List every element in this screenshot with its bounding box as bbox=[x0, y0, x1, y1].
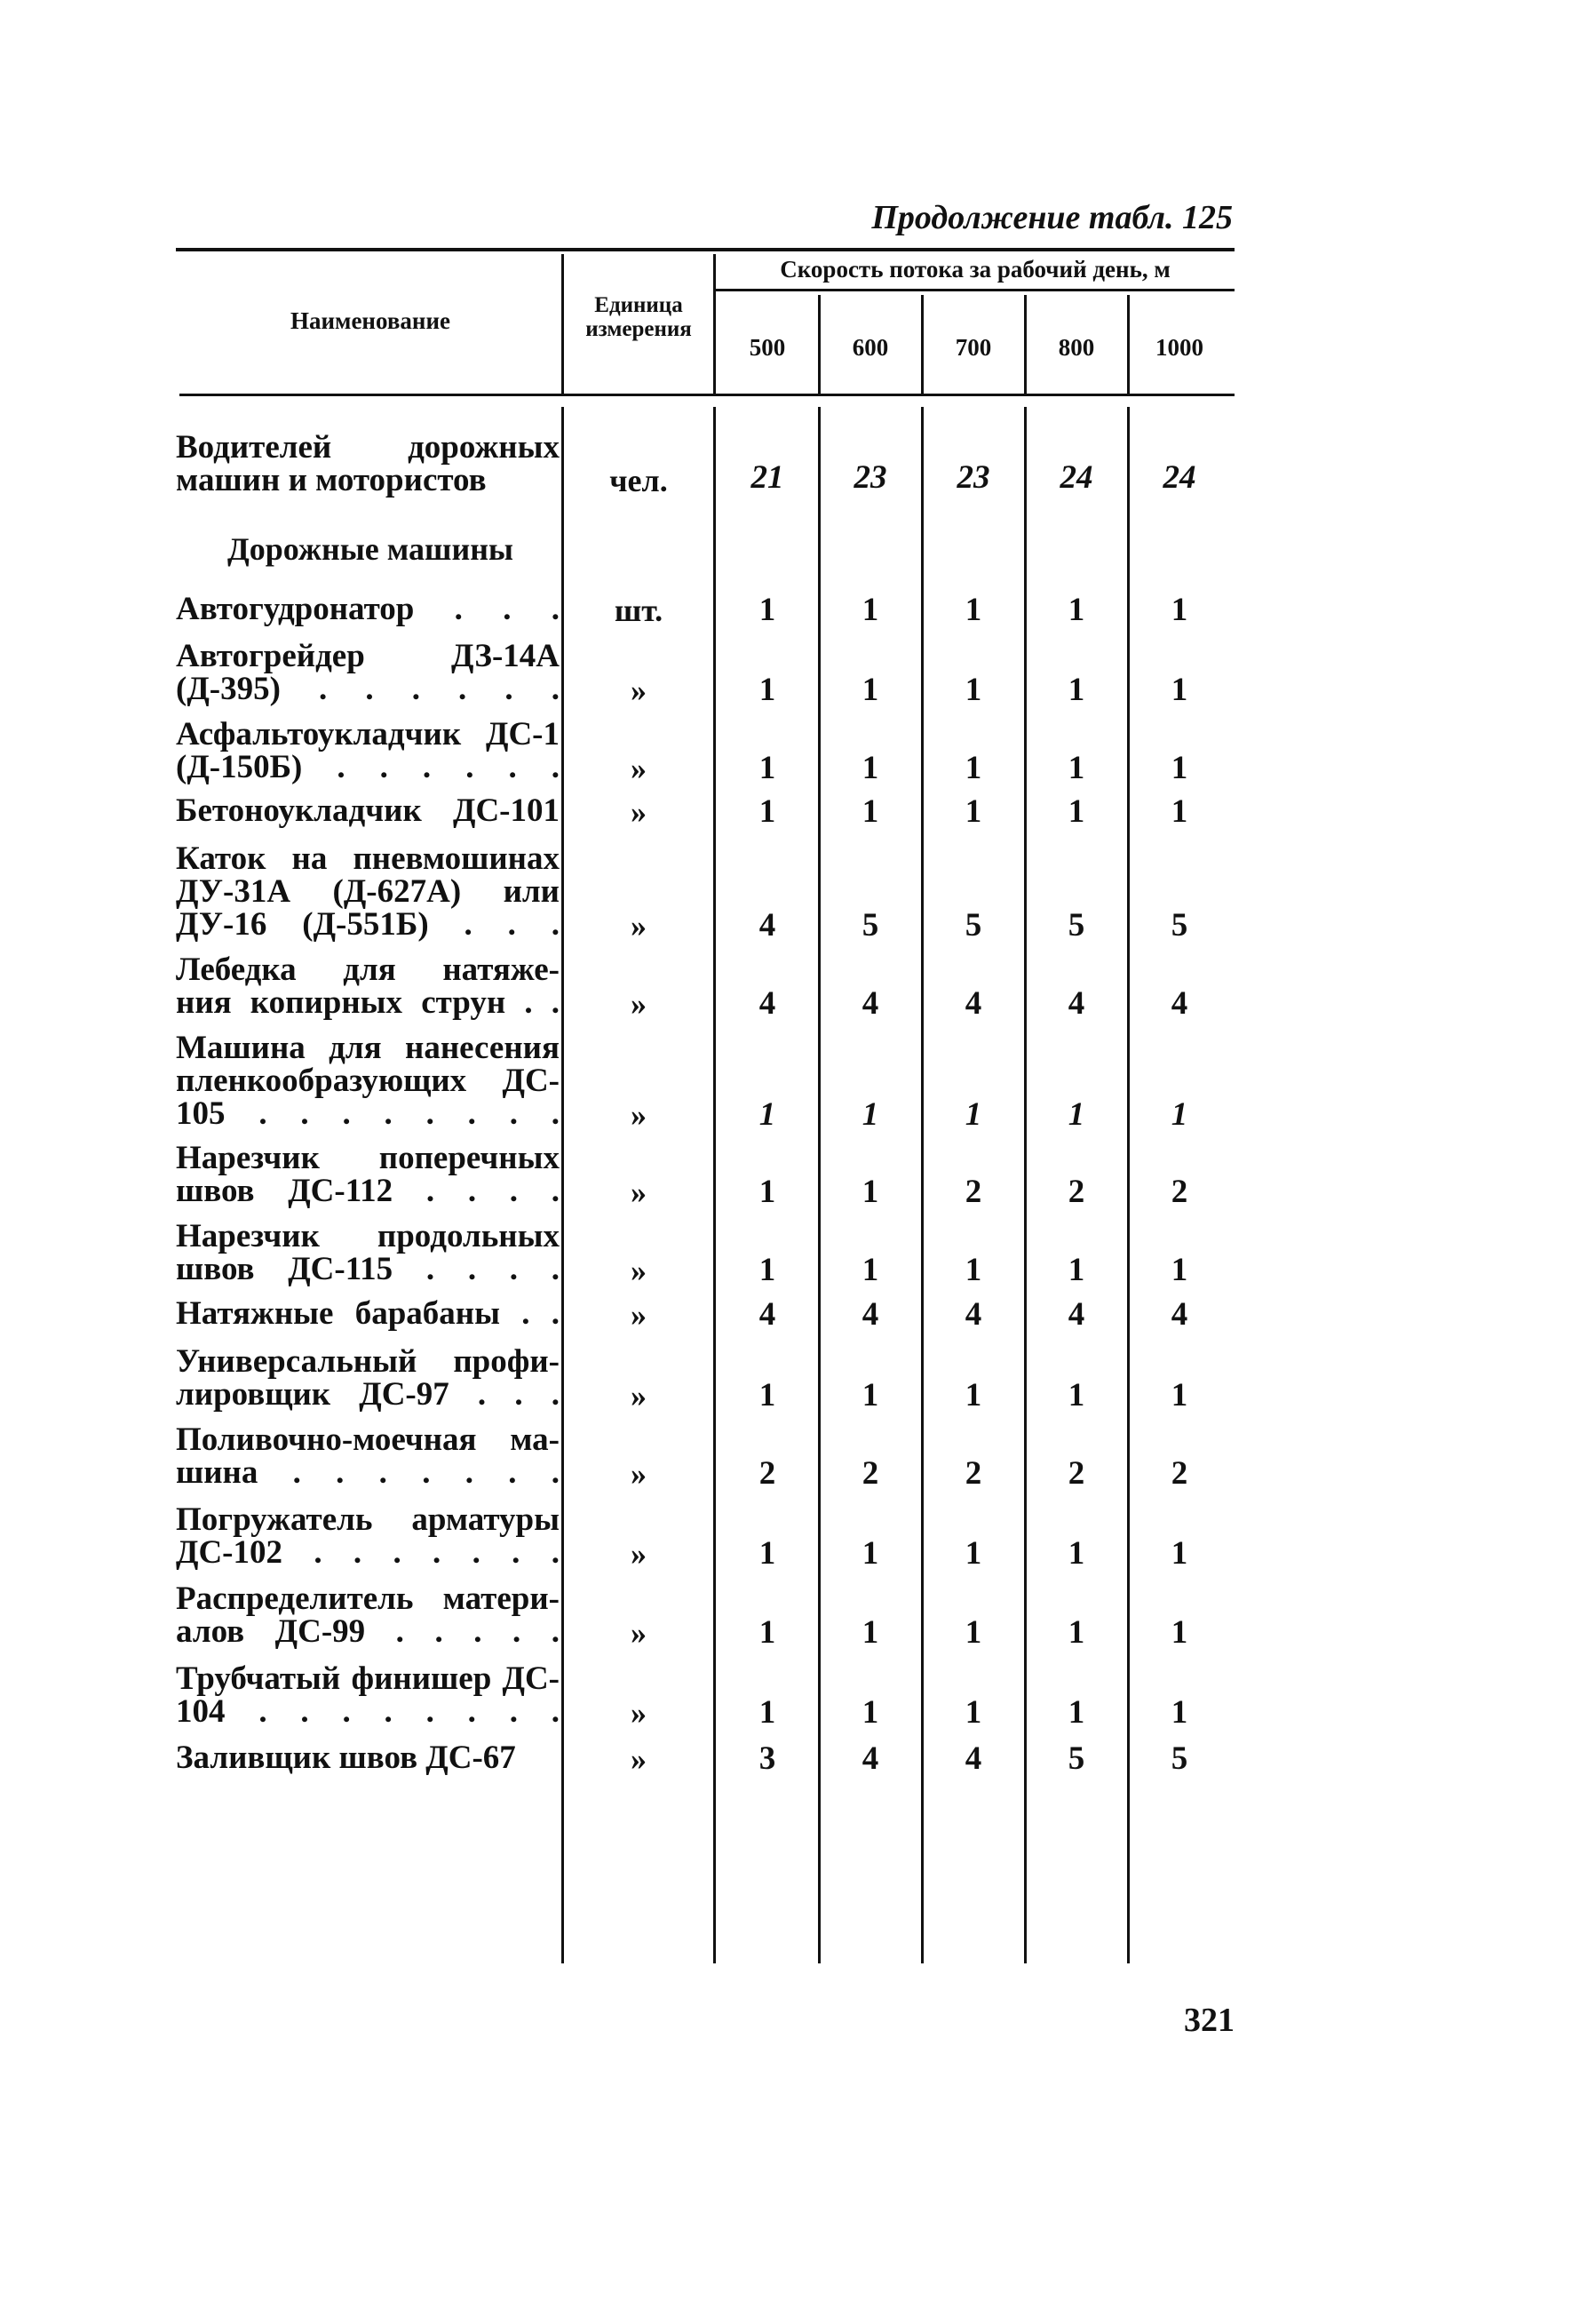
row-value: 1 bbox=[1171, 672, 1188, 708]
row-unit: чел. bbox=[609, 463, 668, 498]
row-value: 1 bbox=[1171, 750, 1188, 786]
row-value: 4 bbox=[862, 1740, 879, 1777]
row-name: Лебедка для натяже- bbox=[176, 951, 560, 988]
row-value: 1 bbox=[965, 750, 982, 786]
row-value: 1 bbox=[758, 592, 776, 628]
row-value: 5 bbox=[1171, 1740, 1188, 1777]
row-name: (Д-395) . . . . . . bbox=[176, 671, 560, 707]
row-value: 21 bbox=[750, 459, 784, 496]
row-name: лировщик ДС-97 . . . bbox=[176, 1376, 560, 1413]
row-value: 1 bbox=[965, 1535, 982, 1572]
row-value: 1 bbox=[862, 1252, 879, 1288]
row-name: Распределитель матери- bbox=[176, 1580, 560, 1617]
row-value: 4 bbox=[758, 907, 776, 944]
row-name: Погружатель арматуры bbox=[176, 1501, 560, 1538]
row-value: 1 bbox=[965, 1096, 982, 1133]
row-value: 1 bbox=[1171, 793, 1188, 830]
row-name: 104 . . . . . . . . bbox=[176, 1693, 560, 1730]
row-unit: шт. bbox=[614, 593, 663, 628]
row-name: Автогрейдер ДЗ-14А bbox=[176, 638, 560, 674]
row-value: 1 bbox=[862, 750, 879, 786]
row-value: 5 bbox=[1171, 907, 1188, 944]
row-value: 4 bbox=[1068, 985, 1085, 1022]
row-name: Водителей дорожных bbox=[176, 429, 560, 466]
row-value: 1 bbox=[1171, 1377, 1188, 1413]
row-unit: » bbox=[631, 1297, 647, 1333]
row-value: 4 bbox=[758, 1296, 776, 1333]
row-value: 1 bbox=[1068, 592, 1085, 628]
row-unit: » bbox=[631, 1097, 647, 1133]
row-name: Поливочно-моечная ма- bbox=[176, 1421, 560, 1458]
row-value: 23 bbox=[957, 459, 990, 496]
row-unit: » bbox=[631, 1695, 647, 1731]
row-value: 2 bbox=[965, 1455, 982, 1492]
row-value: 4 bbox=[965, 985, 982, 1022]
row-value: 1 bbox=[758, 1096, 776, 1133]
row-value: 1 bbox=[758, 672, 776, 708]
header-col-1000: 1000 bbox=[1155, 334, 1203, 361]
row-name: 105 . . . . . . . . bbox=[176, 1095, 560, 1132]
speed-header-rule bbox=[716, 289, 1235, 291]
row-name: швов ДС-115 . . . . bbox=[176, 1251, 560, 1287]
row-unit: » bbox=[631, 794, 647, 830]
row-value: 1 bbox=[1068, 1252, 1085, 1288]
row-value: 1 bbox=[1068, 1377, 1085, 1413]
row-name: Каток на пневмошинах bbox=[176, 840, 560, 877]
row-name: ния копирных струн . . bbox=[176, 984, 560, 1021]
row-value: 1 bbox=[758, 1174, 776, 1210]
row-value: 4 bbox=[965, 1296, 982, 1333]
row-name: (Д-150Б) . . . . . . bbox=[176, 749, 560, 785]
row-value: 1 bbox=[1068, 793, 1085, 830]
row-value: 1 bbox=[758, 1252, 776, 1288]
row-value: 2 bbox=[965, 1174, 982, 1210]
row-value: 4 bbox=[965, 1740, 982, 1777]
row-value: 1 bbox=[1068, 672, 1085, 708]
row-value: 1 bbox=[862, 1096, 879, 1133]
row-name: швов ДС-112 . . . . bbox=[176, 1173, 560, 1209]
row-value: 24 bbox=[1060, 459, 1093, 496]
row-value: 1 bbox=[862, 793, 879, 830]
header-bottom-rule bbox=[179, 394, 1235, 396]
row-name: Универсальный профи- bbox=[176, 1343, 560, 1380]
row-value: 1 bbox=[1068, 1535, 1085, 1572]
row-value: 2 bbox=[758, 1455, 776, 1492]
row-value: 1 bbox=[965, 672, 982, 708]
header-col-800: 800 bbox=[1058, 334, 1095, 361]
row-value: 1 bbox=[1068, 1614, 1085, 1651]
row-value: 2 bbox=[1171, 1455, 1188, 1492]
table-top-rule bbox=[176, 248, 1235, 251]
row-value: 1 bbox=[1171, 1614, 1188, 1651]
header-name: Наименование bbox=[290, 307, 450, 334]
row-value: 1 bbox=[862, 1614, 879, 1651]
row-value: 2 bbox=[1171, 1174, 1188, 1210]
row-value: 1 bbox=[758, 1535, 776, 1572]
row-value: 5 bbox=[862, 907, 879, 944]
row-value: 2 bbox=[1068, 1455, 1085, 1492]
section-heading: Дорожные машины bbox=[226, 531, 514, 567]
row-unit: » bbox=[631, 1741, 647, 1777]
header-col-700: 700 bbox=[955, 334, 992, 361]
row-unit: » bbox=[631, 908, 647, 944]
row-unit: » bbox=[631, 986, 647, 1022]
row-unit: » bbox=[631, 1174, 647, 1210]
row-name: Натяжные барабаны . . bbox=[176, 1295, 560, 1332]
row-value: 23 bbox=[854, 459, 887, 496]
row-value: 5 bbox=[965, 907, 982, 944]
row-value: 1 bbox=[1068, 1096, 1085, 1133]
header-unit-line1: Единица bbox=[594, 293, 683, 317]
row-value: 5 bbox=[1068, 1740, 1085, 1777]
row-value: 5 bbox=[1068, 907, 1085, 944]
row-value: 1 bbox=[862, 672, 879, 708]
row-value: 1 bbox=[1068, 1694, 1085, 1731]
row-unit: » bbox=[631, 673, 647, 708]
row-value: 4 bbox=[758, 985, 776, 1022]
row-unit: » bbox=[631, 751, 647, 786]
row-name: шина . . . . . . . bbox=[176, 1454, 560, 1491]
header-col-600: 600 bbox=[852, 334, 889, 361]
row-value: 4 bbox=[1068, 1296, 1085, 1333]
row-value: 1 bbox=[862, 1535, 879, 1572]
row-value: 4 bbox=[1171, 985, 1188, 1022]
header-col-500: 500 bbox=[749, 334, 786, 361]
row-name: Трубчатый финишер ДС- bbox=[176, 1660, 560, 1697]
row-value: 1 bbox=[758, 1614, 776, 1651]
row-unit: » bbox=[631, 1378, 647, 1413]
row-name: ДС-102 . . . . . . . bbox=[176, 1534, 560, 1571]
continuation-caption: Продолжение табл. 125 bbox=[871, 199, 1233, 236]
row-value: 1 bbox=[758, 750, 776, 786]
row-value: 2 bbox=[1068, 1174, 1085, 1210]
row-value: 1 bbox=[758, 1377, 776, 1413]
row-value: 1 bbox=[862, 1174, 879, 1210]
row-name: Нарезчик поперечных bbox=[176, 1140, 560, 1176]
row-value: 1 bbox=[1171, 1096, 1188, 1133]
row-value: 1 bbox=[862, 1694, 879, 1731]
row-unit: » bbox=[631, 1456, 647, 1492]
row-value: 1 bbox=[965, 793, 982, 830]
row-value: 1 bbox=[1068, 750, 1085, 786]
row-name: Заливщик швов ДС-67 bbox=[176, 1740, 516, 1776]
page-number: 321 bbox=[1184, 2002, 1235, 2039]
row-value: 1 bbox=[758, 1694, 776, 1731]
row-value: 1 bbox=[1171, 1252, 1188, 1288]
row-name: Асфальтоукладчик ДС-1 bbox=[176, 716, 560, 752]
row-value: 1 bbox=[758, 793, 776, 830]
header-speed: Скорость потока за рабочий день, м bbox=[780, 256, 1171, 283]
row-value: 2 bbox=[862, 1455, 879, 1492]
row-name: Автогудронатор . . . bbox=[176, 591, 560, 627]
row-value: 1 bbox=[1171, 1535, 1188, 1572]
row-value: 1 bbox=[862, 1377, 879, 1413]
row-unit: » bbox=[631, 1536, 647, 1572]
row-value: 24 bbox=[1163, 459, 1196, 496]
row-name: алов ДС-99 . . . . . bbox=[176, 1613, 560, 1650]
row-value: 1 bbox=[965, 1614, 982, 1651]
row-value: 1 bbox=[1171, 1694, 1188, 1731]
row-unit: » bbox=[631, 1253, 647, 1288]
row-name: ДУ-31А (Д-627А) или bbox=[176, 873, 560, 910]
row-value: 1 bbox=[965, 1377, 982, 1413]
row-value: 1 bbox=[965, 592, 982, 628]
header-unit-line2: измерения bbox=[585, 317, 692, 341]
row-name: Нарезчик продольных bbox=[176, 1218, 560, 1254]
row-value: 1 bbox=[965, 1252, 982, 1288]
row-value: 1 bbox=[1171, 592, 1188, 628]
row-name: машин и мотористов bbox=[176, 462, 487, 498]
row-name: Машина для нанесения bbox=[176, 1030, 560, 1066]
row-value: 4 bbox=[1171, 1296, 1188, 1333]
header-unit bbox=[564, 293, 713, 341]
row-name: пленкообразующих ДС- bbox=[176, 1063, 560, 1099]
row-value: 3 bbox=[758, 1740, 776, 1777]
row-value: 4 bbox=[862, 985, 879, 1022]
row-name: ДУ-16 (Д-551Б) . . . bbox=[176, 906, 560, 943]
row-value: 1 bbox=[862, 592, 879, 628]
row-value: 4 bbox=[862, 1296, 879, 1333]
row-name: Бетоноукладчик ДС-101 bbox=[176, 792, 560, 829]
row-value: 1 bbox=[965, 1694, 982, 1731]
row-unit: » bbox=[631, 1615, 647, 1651]
